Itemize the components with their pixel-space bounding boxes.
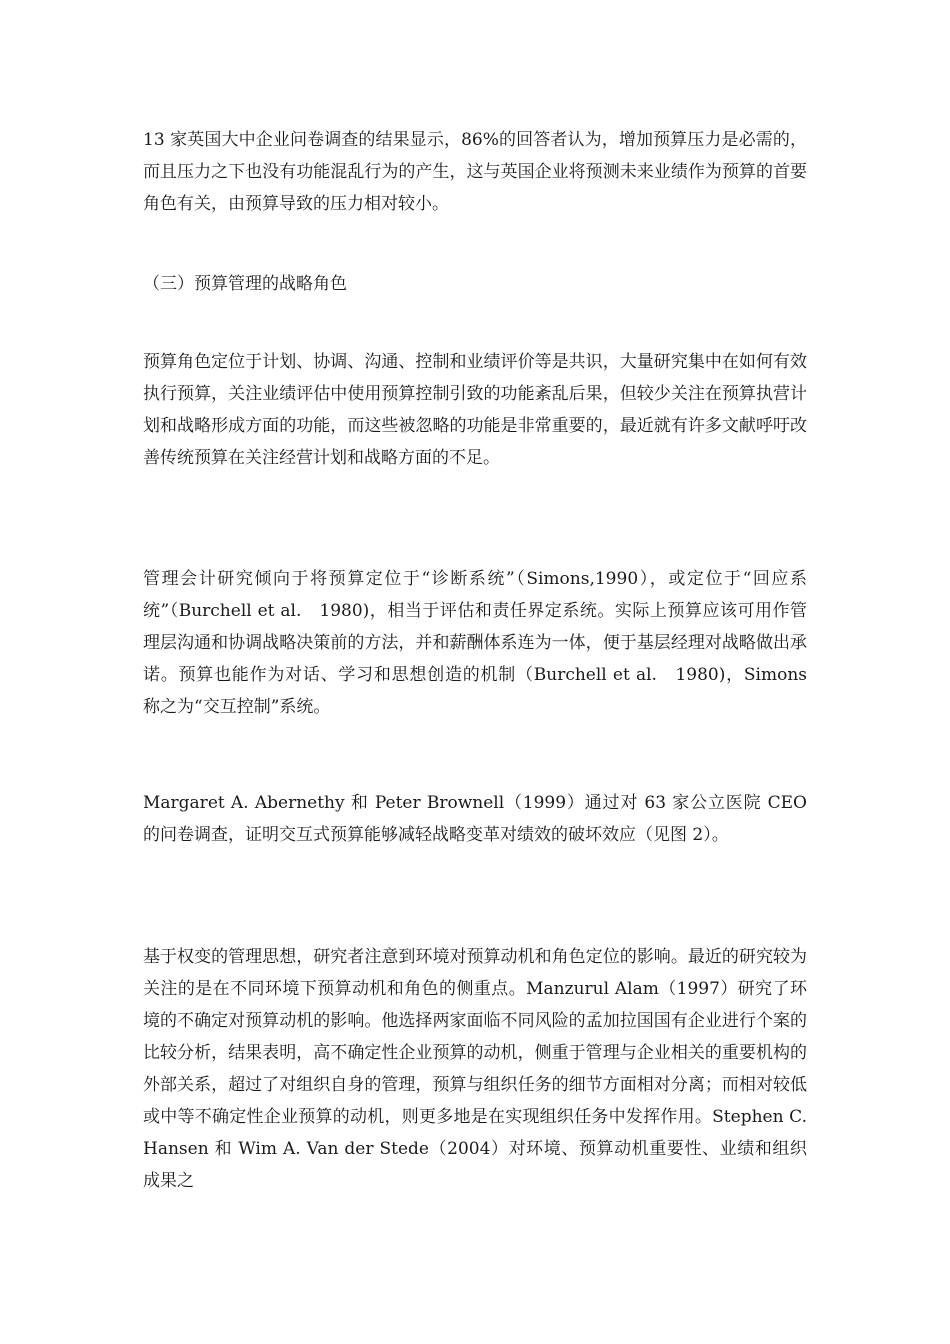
paragraph-diagnostic-system: 管理会计研究倾向于将预算定位于“诊断系统”（Simons,1990），或定位于“回应系统”（Burchell et al. 1980)，相当于评估和责任界定系统。实际上预算应该可用作管理层沟通和协调战略决策前的方法，并和薪酬体系连为一体，便于基层经理对战略做出承诺。预算也能作为对话、学习和思想创造的机制（Burchell et al. 1980)，Simons 称之为“交互控制”系统。 bbox=[143, 569, 807, 717]
section-heading: （三）预算管理的战略角色 bbox=[143, 274, 347, 294]
paragraph-contingency: 基于权变的管理思想，研究者注意到环境对预算动机和角色定位的影响。最近的研究较为关注的是在不同环境下预算动机和角色的侧重点。Manzurul Alam（1997）研究了环境的不确定对预算动机的影响。他选择两家面临不同风险的孟加拉国国有企业进行个案的比较分析，结果表明，高不确定性企业预算的动机，侧重于管理与企业相关的重要机构的外部关系，超过了对组织自身的管理，预算与组织任务的细节方面相对分离；而相对较低或中等不确定性企业预算的动机，则更多地是在实现组织任务中发挥作用。Stephen C. Hansen 和 Wim A. Van der Stede（2004）对环境、预算动机重要性、业绩和组织成果之 bbox=[143, 947, 807, 1191]
paragraph-abernethy-brownell: Margaret A. Abernethy 和 Peter Brownell（1999）通过对 63 家公立医院 CEO 的问卷调查，证明交互式预算能够减轻战略变革对绩效的破坏效应（见图 2）。 bbox=[143, 793, 807, 845]
paragraph-uk-survey: 13 家英国大中企业问卷调查的结果显示，86%的回答者认为，增加预算压力是必需的，而且压力之下也没有功能混乱行为的产生，这与英国企业将预测未来业绩作为预算的首要角色有关，由预算导致的压力相对较小。 bbox=[143, 130, 807, 214]
paragraph-budget-role: 预算角色定位于计划、协调、沟通、控制和业绩评价等是共识，大量研究集中在如何有效执行预算，关注业绩评估中使用预算控制引致的功能紊乱后果，但较少关注在预算执营计划和战略形成方面的功能，而这些被忽略的功能是非常重要的，最近就有许多文献呼吁改善传统预算在关注经营计划和战略方面的不足。 bbox=[143, 352, 807, 468]
